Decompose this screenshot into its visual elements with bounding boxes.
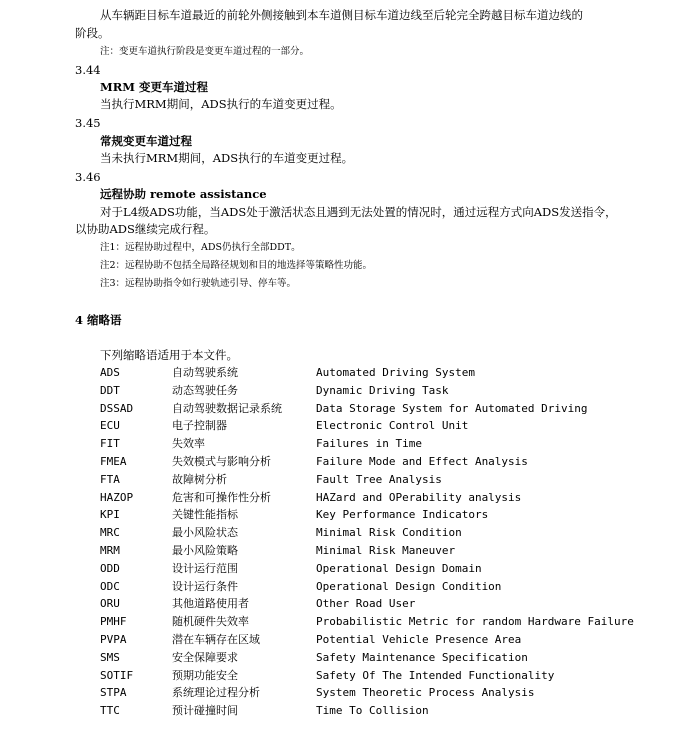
abbreviation: FMEA — [100, 455, 127, 468]
clause-number: 3.45 — [75, 116, 101, 130]
abbreviation-row — [0, 455, 673, 472]
chinese-term: 电子控制器 — [172, 419, 227, 433]
chinese-term: 预期功能安全 — [172, 668, 238, 682]
abbreviation-row — [0, 562, 673, 579]
abbreviation: HAZOP — [100, 490, 134, 504]
abbreviation: PMHF — [100, 615, 127, 629]
abbreviation-row — [0, 526, 673, 543]
chinese-term: 安全保障要求 — [172, 650, 238, 664]
english-term: Safety Of The Intended Functionality — [316, 668, 555, 682]
english-term: Potential Vehicle Presence Area — [316, 633, 522, 646]
abbreviation: ORU — [100, 597, 120, 611]
abbreviation: FTA — [100, 472, 120, 486]
term-definition: 以协助ADS继续完成行程。 — [75, 222, 216, 236]
chinese-term: 动态驾驶任务 — [172, 383, 238, 397]
abbreviation-row — [0, 686, 673, 703]
abbreviation-row — [0, 508, 673, 525]
english-term: Failure Mode and Effect Analysis — [316, 455, 528, 468]
abbreviation: ECU — [100, 419, 120, 433]
note: 注2：远程协助不包括全局路径规划和目的地选择等策略性功能。 — [100, 260, 373, 271]
abbreviation-row — [0, 366, 673, 383]
english-term: Automated Driving System — [316, 366, 475, 379]
abbreviation: DSSAD — [100, 401, 134, 415]
chinese-term: 随机硬件失效率 — [172, 615, 249, 629]
english-term: Probabilistic Metric for random Hardware Failure — [316, 615, 634, 629]
english-term: Minimal Risk Condition — [316, 526, 462, 540]
abbreviation-row — [0, 651, 673, 668]
para-line: 从车辆距目标车道最近的前轮外侧接触到本车道侧目标车道边线至后轮完全跨越目标车道边线的 — [100, 8, 583, 22]
abbreviation: SMS — [100, 650, 120, 664]
english-term: Safety Maintenance Specification — [316, 650, 528, 664]
term-definition: 当执行MRM期间，ADS执行的车道变更过程。 — [100, 97, 342, 111]
english-term: Dynamic Driving Task — [316, 383, 449, 397]
chinese-term: 失效模式与影响分析 — [172, 455, 271, 468]
abbreviation-row — [0, 633, 673, 650]
english-term: Operational Design Domain — [316, 561, 482, 575]
section-heading: 4 缩略语 — [75, 313, 122, 327]
english-term: Failures in Time — [316, 437, 422, 451]
english-term: Other Road User — [316, 597, 416, 611]
chinese-term: 最小风险策略 — [172, 544, 238, 557]
english-term: Data Storage System for Automated Driving — [316, 401, 588, 415]
chinese-term: 关键性能指标 — [172, 508, 238, 522]
abbreviation: PVPA — [100, 633, 127, 646]
abbreviation-row — [0, 669, 673, 686]
abbreviation-row — [0, 544, 673, 561]
intro-text: 下列缩略语适用于本文件。 — [100, 348, 238, 362]
chinese-term: 预计碰撞时间 — [172, 704, 238, 718]
abbreviation-row — [0, 384, 673, 401]
chinese-term: 失效率 — [172, 437, 205, 451]
abbreviation: DDT — [100, 383, 120, 397]
chinese-term: 自动驾驶系统 — [172, 366, 238, 379]
term-title: 远程协助 remote assistance — [100, 187, 267, 201]
english-term: Electronic Control Unit — [316, 419, 469, 433]
chinese-term: 系统理论过程分析 — [172, 686, 260, 700]
english-term: Key Performance Indicators — [316, 508, 489, 522]
abbreviation-row — [0, 615, 673, 632]
chinese-term: 故障树分析 — [172, 472, 227, 486]
abbreviation: SOTIF — [100, 668, 134, 682]
chinese-term: 潜在车辆存在区域 — [172, 633, 260, 646]
abbreviation: TTC — [100, 704, 120, 718]
note: 注1：远程协助过程中，ADS仍执行全部DDT。 — [100, 242, 301, 253]
term-title: MRM 变更车道过程 — [100, 80, 209, 94]
english-term: System Theoretic Process Analysis — [316, 686, 535, 700]
chinese-term: 最小风险状态 — [172, 526, 238, 540]
chinese-term: 设计运行范围 — [172, 561, 238, 575]
para-line: 阶段。 — [75, 26, 110, 40]
abbreviation-row — [0, 473, 673, 490]
abbreviation: MRC — [100, 526, 120, 540]
clause-number: 3.44 — [75, 63, 101, 77]
abbreviation: ADS — [100, 366, 120, 379]
clause-number: 3.46 — [75, 170, 101, 184]
abbreviation-row — [0, 491, 673, 508]
abbreviation-row — [0, 580, 673, 597]
abbreviation: STPA — [100, 686, 127, 700]
term-definition: 当未执行MRM期间，ADS执行的车道变更过程。 — [100, 151, 354, 165]
chinese-term: 其他道路使用者 — [172, 597, 249, 611]
chinese-term: 自动驾驶数据记录系统 — [172, 401, 282, 415]
abbreviation: MRM — [100, 544, 120, 557]
abbreviation-row — [0, 402, 673, 419]
term-definition: 对于L4级ADS功能，当ADS处于激活状态且遇到无法处置的情况时，通过远程方式向ADS发送指令， — [100, 205, 617, 219]
abbreviation-row — [0, 419, 673, 436]
abbreviation: ODD — [100, 561, 120, 575]
english-term: Minimal Risk Maneuver — [316, 544, 456, 557]
english-term: HAZard and OPerability analysis — [316, 490, 522, 504]
term-title: 常规变更车道过程 — [100, 134, 192, 148]
abbreviation-row — [0, 704, 673, 721]
abbreviation-row — [0, 597, 673, 614]
english-term: Time To Collision — [316, 704, 429, 718]
chinese-term: 危害和可操作性分析 — [172, 490, 271, 504]
note: 注：变更车道执行阶段是变更车道过程的一部分。 — [100, 46, 310, 57]
chinese-term: 设计运行条件 — [172, 579, 238, 593]
abbreviation: FIT — [100, 437, 120, 451]
abbreviation-row — [0, 437, 673, 454]
note: 注3：远程协助指令如行驶轨迹引导、停车等。 — [100, 278, 297, 289]
abbreviation: ODC — [100, 579, 120, 593]
english-term: Operational Design Condition — [316, 579, 502, 593]
english-term: Fault Tree Analysis — [316, 472, 442, 486]
abbreviation: KPI — [100, 508, 120, 522]
